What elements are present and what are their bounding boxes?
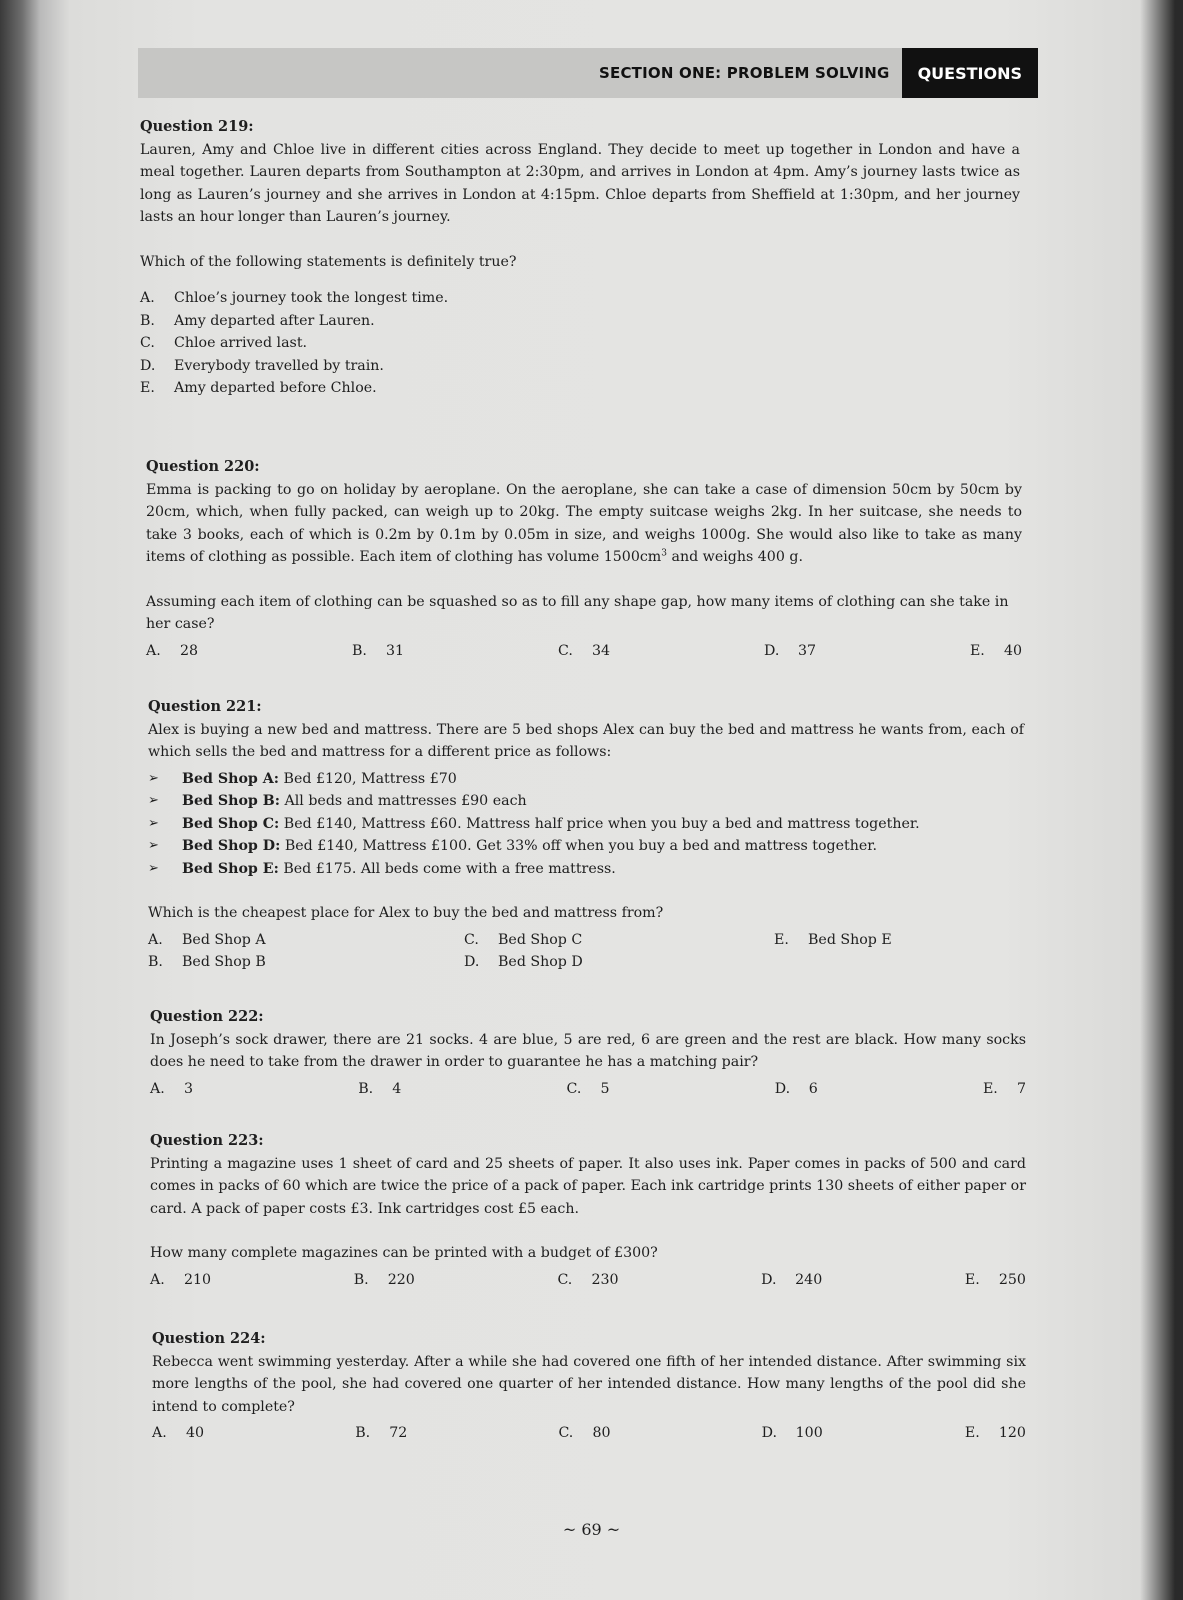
option-c: C. 80 bbox=[558, 1425, 611, 1441]
question-223 bbox=[150, 1130, 1026, 1291]
option-d: D. 100 bbox=[761, 1425, 823, 1441]
option-a: A. 28 bbox=[146, 642, 199, 659]
bed-shop-c: ➢ Bed Shop C: Bed £140, Mattress £60. Mattress half price when you buy a bed and mattress together. bbox=[148, 813, 1024, 836]
option-b: B. 72 bbox=[355, 1425, 408, 1441]
option-e: E. 7 bbox=[982, 1080, 1026, 1097]
question-body: Printing a magazine uses 1 sheet of card and 25 sheets of paper. It also uses ink. Paper comes in packs of 500 and card comes in packs of 60 which are twice the price of a pack of paper. Each ink cartridge prints 130 sheets of either paper or card. A pack of paper costs £3. Ink cartridges cost £5 each. bbox=[150, 1155, 1026, 1217]
options-list bbox=[140, 287, 1020, 400]
option-c: C. Bed Shop C bbox=[464, 931, 583, 948]
question-219 bbox=[140, 116, 1020, 400]
option-c: C. Chloe arrived last. bbox=[140, 335, 308, 351]
options-row bbox=[146, 640, 1022, 663]
arrow-bullet-icon: ➢ bbox=[148, 838, 159, 853]
option-d: D. 37 bbox=[763, 642, 817, 659]
option-c: C. 5 bbox=[566, 1080, 610, 1097]
question-title: Question 224: bbox=[152, 1330, 266, 1347]
question-prompt: Which of the following statements is definitely true? bbox=[140, 253, 517, 270]
option-a: A. 3 bbox=[150, 1080, 194, 1097]
question-body: In Joseph’s sock drawer, there are 21 socks. 4 are blue, 5 are red, 6 are green and the rest are black. How many socks does he need to take from the drawer in order to guarantee he has a matching pair? bbox=[150, 1031, 1026, 1070]
section-title: SECTION ONE: PROBLEM SOLVING bbox=[599, 64, 890, 82]
option-a: A. Bed Shop A bbox=[148, 931, 266, 948]
options-row bbox=[150, 1078, 1026, 1101]
question-prompt: How many complete magazines can be printed with a budget of £300? bbox=[150, 1245, 658, 1261]
question-224 bbox=[152, 1328, 1026, 1445]
question-title: Question 222: bbox=[150, 1008, 264, 1025]
option-c: C. 34 bbox=[557, 642, 611, 659]
questions-tab: QUESTIONS bbox=[902, 48, 1038, 98]
option-b: B. Amy departed after Lauren. bbox=[140, 312, 375, 329]
question-body: Lauren, Amy and Chloe live in different cities across England. They decide to meet up together in London and have a meal together. Lauren departs from Southampton at 2:30pm, and arrives in London at 4pm. Amy’s journey lasts twice as long as Lauren’s journey and she arrives in London at 4:15pm. Chloe departs from Sheffield at 1:30pm, and her journey lasts an hour longer than Lauren’s journey. bbox=[140, 141, 1020, 225]
option-d: D. 240 bbox=[761, 1271, 823, 1288]
option-e: E. Amy departed before Chloe. bbox=[140, 380, 377, 396]
option-c: C. 230 bbox=[557, 1271, 619, 1288]
option-e: E. 120 bbox=[964, 1425, 1026, 1441]
options-row bbox=[150, 1269, 1026, 1292]
option-b: B. 4 bbox=[358, 1080, 402, 1097]
question-221 bbox=[148, 696, 1024, 974]
arrow-bullet-icon: ➢ bbox=[148, 815, 159, 831]
option-e: E. 40 bbox=[969, 642, 1022, 659]
option-e: E. Bed Shop E bbox=[774, 931, 892, 948]
bed-shop-d: ➢ Bed Shop D: Bed £140, Mattress £100. Get 33% off when you buy a bed and mattress together. bbox=[148, 835, 1024, 858]
question-prompt: Which is the cheapest place for Alex to buy the bed and mattress from? bbox=[148, 905, 664, 921]
option-a: A. 40 bbox=[152, 1425, 205, 1441]
question-title: Question 221: bbox=[148, 698, 262, 715]
bed-shop-e: ➢ Bed Shop E: Bed £175. All beds come with a free mattress. bbox=[148, 858, 1024, 881]
option-b: B. 220 bbox=[353, 1271, 415, 1288]
question-220 bbox=[146, 456, 1022, 662]
page-number: ~ 69 ~ bbox=[562, 1520, 621, 1539]
question-body: Rebecca went swimming yesterday. After a while she had covered one fifth of her intended distance. After swimming six more lengths of the pool, she had covered one quarter of her intended distance. How many lengths of the pool did she intend to complete? bbox=[152, 1353, 1026, 1415]
question-title: Question 223: bbox=[150, 1132, 264, 1149]
option-a: A. Chloe’s journey took the longest time. bbox=[140, 290, 449, 306]
question-body: Alex is buying a new bed and mattress. There are 5 bed shops Alex can buy the bed and mattress he wants from, each of which sells the bed and mattress for a different price as follows: bbox=[148, 721, 1024, 760]
options-grid bbox=[148, 929, 1024, 974]
arrow-bullet-icon: ➢ bbox=[148, 793, 159, 808]
option-d: D. Everybody travelled by train. bbox=[140, 357, 384, 374]
bed-shop-b: ➢ Bed Shop B: All beds and mattresses £90 each bbox=[148, 790, 1024, 813]
option-e: E. 250 bbox=[964, 1271, 1026, 1288]
question-body: Emma is packing to go on holiday by aeroplane. On the aeroplane, she can take a case of dimension 50cm by 50cm by 20cm, which, when fully packed, can weigh up to 20kg. The empty suitcase weighs 2kg. In her suitcase, she needs to take 3 books, each of which is 0.2m by 0.1m by 0.05m in size, and weighs 1000g. She would also like to take as many items of clothing as possible. Each item of clothing has volume $1500cm^3$ and weighs 400 g. bbox=[146, 481, 1022, 565]
arrow-bullet-icon: ➢ bbox=[148, 860, 159, 876]
question-title: Question 219: bbox=[140, 118, 254, 135]
page-header bbox=[138, 48, 1038, 98]
question-222 bbox=[150, 1006, 1026, 1100]
question-prompt: Assuming each item of clothing can be squashed so as to fill any shape gap, how many items of clothing can she take in her case? bbox=[146, 593, 1009, 632]
question-title: Question 220: bbox=[146, 458, 260, 475]
options-row bbox=[152, 1422, 1026, 1445]
arrow-bullet-icon: ➢ bbox=[148, 770, 159, 786]
option-a: A. 210 bbox=[150, 1271, 212, 1288]
option-d: D. Bed Shop D bbox=[464, 954, 583, 970]
option-b: B. Bed Shop B bbox=[148, 954, 266, 970]
bed-shop-list bbox=[148, 768, 1024, 881]
bed-shop-a: ➢ Bed Shop A: Bed £120, Mattress £70 bbox=[148, 768, 1024, 791]
option-d: D. 6 bbox=[774, 1080, 818, 1097]
option-b: B. 31 bbox=[351, 642, 405, 659]
